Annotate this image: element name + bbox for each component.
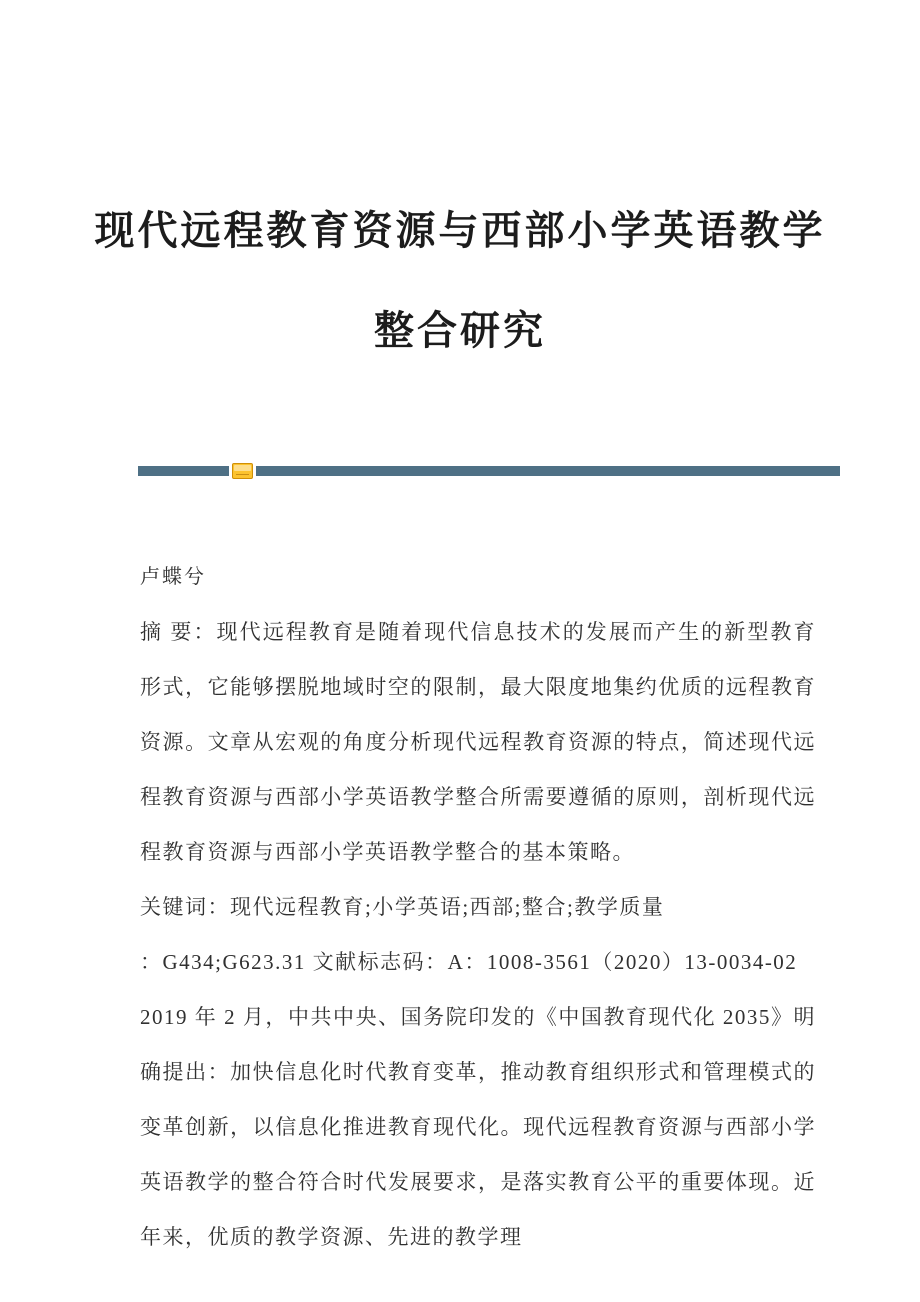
section-divider xyxy=(138,466,840,476)
keywords-line: 关键词：现代远程教育;小学英语;西部;整合;教学质量 xyxy=(140,895,665,919)
title-line-1: 现代远程教育资源与西部小学英语教学 xyxy=(94,208,826,253)
article-body xyxy=(140,550,816,1265)
author-name: 卢蝶兮 xyxy=(140,566,206,588)
classification-line: ：G434;G623.31 文献标志码：A：1008-3561（2020）13-0034-02 xyxy=(140,950,798,974)
abstract-paragraph: 摘 要：现代远程教育是随着现代信息技术的发展而产生的新型教育形式，它能够摆脱地域时空的限制，最大限度地集约优质的远程教育资源。文章从宏观的角度分析现代远程教育资源的特点，简述现代远程教育资源与西部小学英语教学整合所需要遵循的原则，剖析现代远程教育资源与西部小学英语教学整合的基本策略。 xyxy=(140,620,816,864)
article-title xyxy=(0,0,920,354)
envelope-icon xyxy=(232,463,253,479)
body-paragraph: 2019 年 2 月，中共中央、国务院印发的《中国教育现代化 2035》明确提出：加快信息化时代教育变革，推动教育组织形式和管理模式的变革创新，以信息化推进教育现代化。现代远程教育资源与西部小学英语教学的整合符合时代发展要求，是落实教育公平的重要体现。近年来，优质的教学资源、先进的教学理 xyxy=(140,1005,816,1249)
title-line-2: 整合研究 xyxy=(374,308,546,353)
